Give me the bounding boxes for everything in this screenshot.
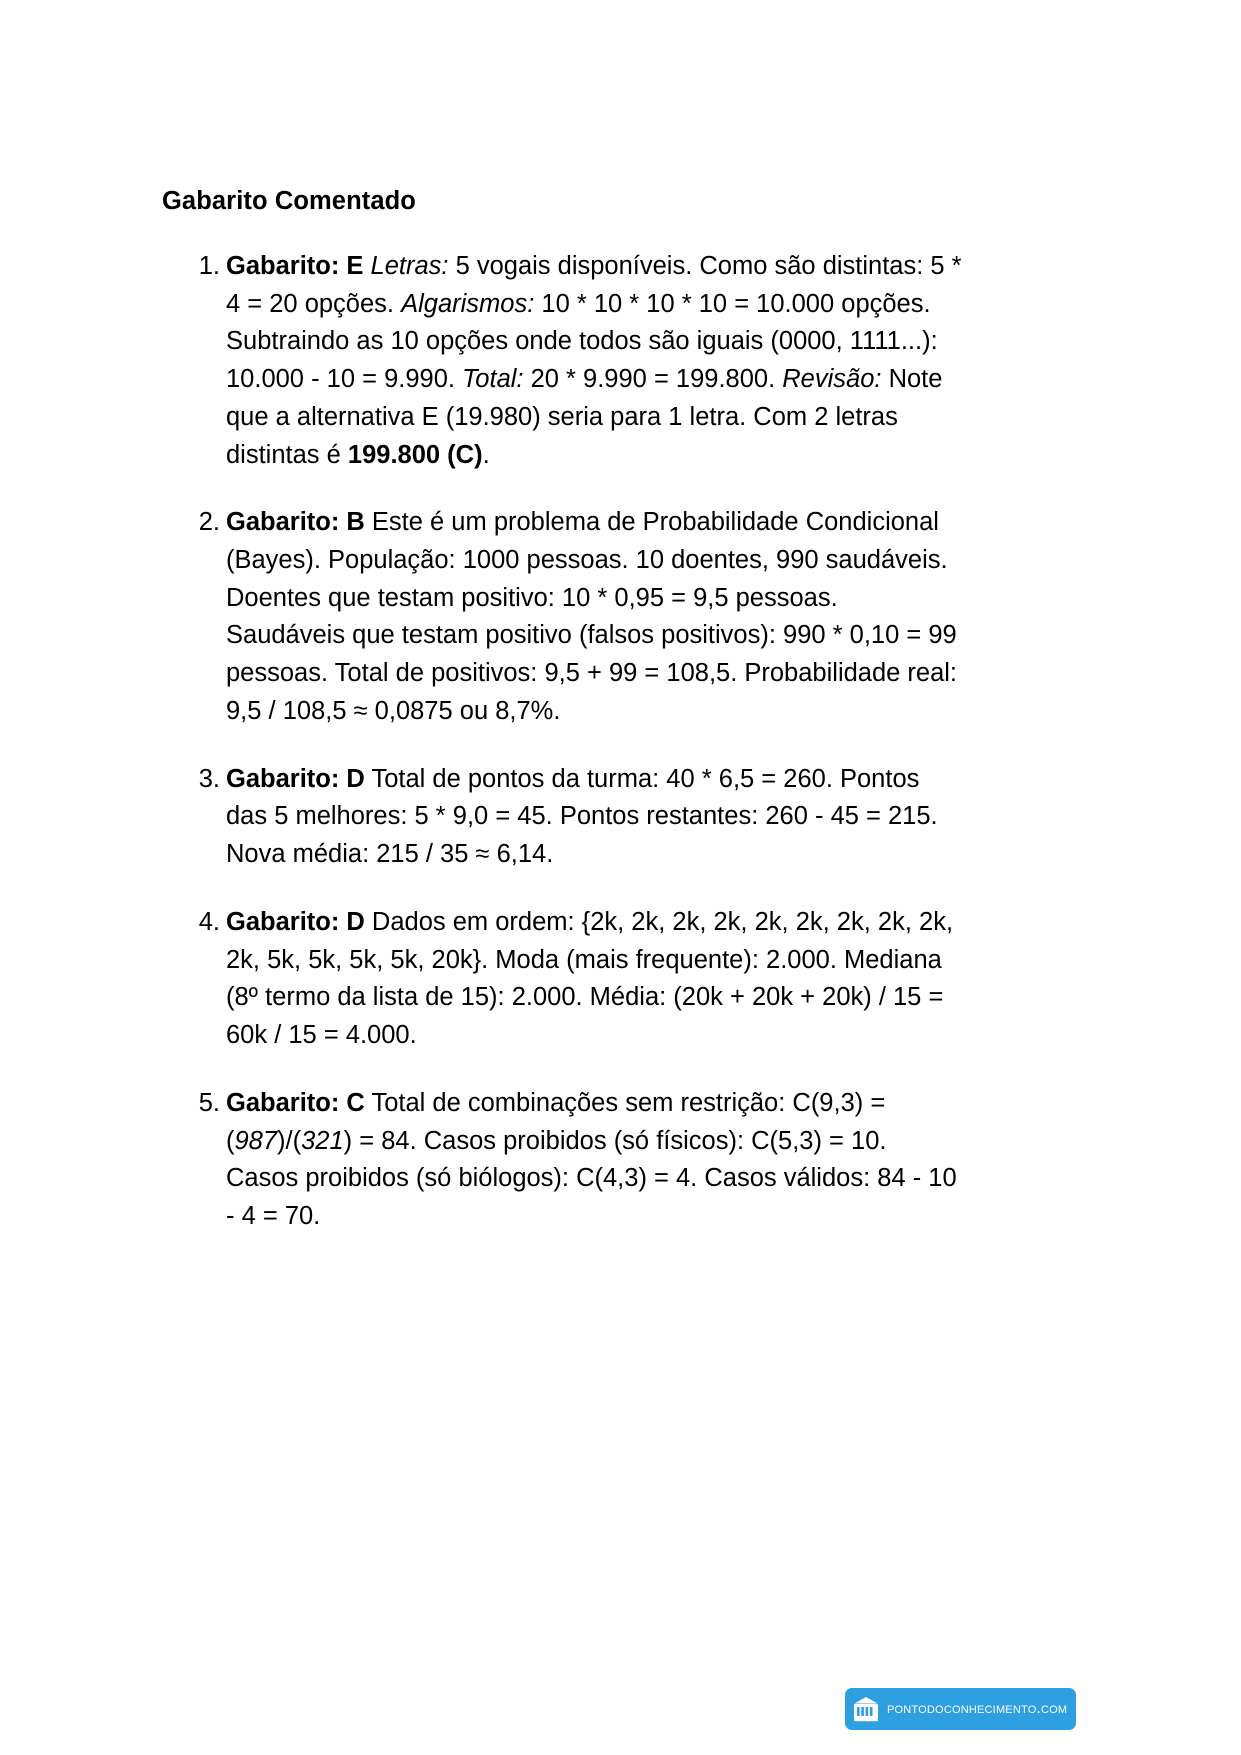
answer-item	[162, 1085, 962, 1236]
answer-italic-span: 987	[234, 1126, 278, 1155]
answer-bold-span: Gabarito: D	[226, 764, 365, 793]
answer-plain-span: Total de pontos da turma: 40 * 6,5 = 260. Pontos das 5 melhores: 5 * 9,0 = 45. Pontos restantes: 260 - 45 = 215. Nova média: 215 / 35 ≈ 6,14.	[226, 764, 938, 869]
page-title: Gabarito Comentado	[162, 187, 416, 215]
answer-bold-span: 199.800 (C)	[347, 440, 483, 469]
answer-item	[162, 761, 962, 874]
answer-item-text	[226, 504, 962, 730]
answer-bold-span: Gabarito: B	[226, 508, 365, 537]
answer-italic-span: Total:	[462, 365, 524, 394]
answer-item-text	[226, 904, 962, 1055]
answer-plain-span: 10 * 10 * 10 * 10 = 10.000 opções. Subtraindo as 10 opções onde todos são iguais (0000, 1111...): 10.000 - 10 = 9.990.	[226, 289, 938, 394]
answer-italic-span: Letras:	[370, 251, 449, 280]
answer-italic-span: Algarismos:	[401, 289, 535, 318]
answer-plain-span: Total de combinações sem restrição: C(9,3) = (	[226, 1088, 886, 1155]
answer-item-text	[226, 761, 962, 874]
answer-item-text	[226, 1085, 962, 1236]
answer-item-number: 2.	[198, 508, 220, 537]
answer-item	[162, 248, 962, 474]
book-building-icon	[852, 1695, 880, 1723]
answer-bold-span: Gabarito: E	[226, 251, 364, 280]
answer-item-text	[226, 248, 962, 474]
site-watermark-badge[interactable]	[845, 1688, 1076, 1730]
answer-item	[162, 904, 962, 1055]
answer-plain-span: 20 * 9.990 = 199.800.	[523, 365, 783, 394]
answer-bold-span: Gabarito: D	[226, 907, 365, 936]
answer-plain-span: Note que a alternativa E (19.980) seria para 1 letra. Com 2 letras distintas é	[226, 365, 943, 469]
answer-plain-span: Este é um problema de Probabilidade Condicional (Bayes). População: 1000 pessoas. 10 doentes, 990 saudáveis. Doentes que testam positivo: 10 * 0,95 = 9,5 pessoas. Saudáveis que testam positivo (falsos positivos): 990 * 0,10 = 99 pessoas. Total de positivos: 9,5 + 99 = 108,5. Probabilidade real: 9,5 / 108,5 ≈ 0,0875 ou 8,7%.	[226, 508, 958, 725]
watermark-label: pontodoconhecimento.com	[887, 1700, 1068, 1717]
answer-item-number: 4.	[198, 907, 220, 936]
answer-italic-span: Revisão:	[782, 365, 882, 394]
answer-italic-span: 321	[301, 1126, 344, 1155]
answer-bold-span: Gabarito: C	[226, 1088, 365, 1117]
answer-list	[162, 248, 962, 1236]
answer-plain-span: 5 vogais disponíveis. Como são distintas: 5 * 4 = 20 opções.	[226, 251, 962, 318]
answer-item-number: 3.	[198, 764, 220, 793]
answer-plain-span: Dados em ordem: {2k, 2k, 2k, 2k, 2k, 2k, 2k, 2k, 2k, 2k, 5k, 5k, 5k, 5k, 20k}. Moda (mais frequente): 2.000. Mediana (8º termo da lista de 15): 2.000. Média: (20k + 20k + 20k) / 15 = 60k / 15 = 4.000.	[226, 907, 954, 1050]
answer-item-number: 1.	[198, 251, 220, 280]
answer-item-number: 5.	[198, 1088, 220, 1117]
answer-plain-span	[363, 252, 370, 280]
document-content	[162, 186, 962, 1236]
answer-plain-span: .	[482, 440, 490, 469]
answer-plain-span: ) = 84. Casos proibidos (só físicos): C(5,3) = 10. Casos proibidos (só biólogos): C(4,3) = 4. Casos válidos: 84 - 10 - 4 = 70.	[226, 1126, 957, 1231]
answer-plain-span: )/(	[277, 1126, 302, 1155]
answer-item	[162, 504, 962, 730]
